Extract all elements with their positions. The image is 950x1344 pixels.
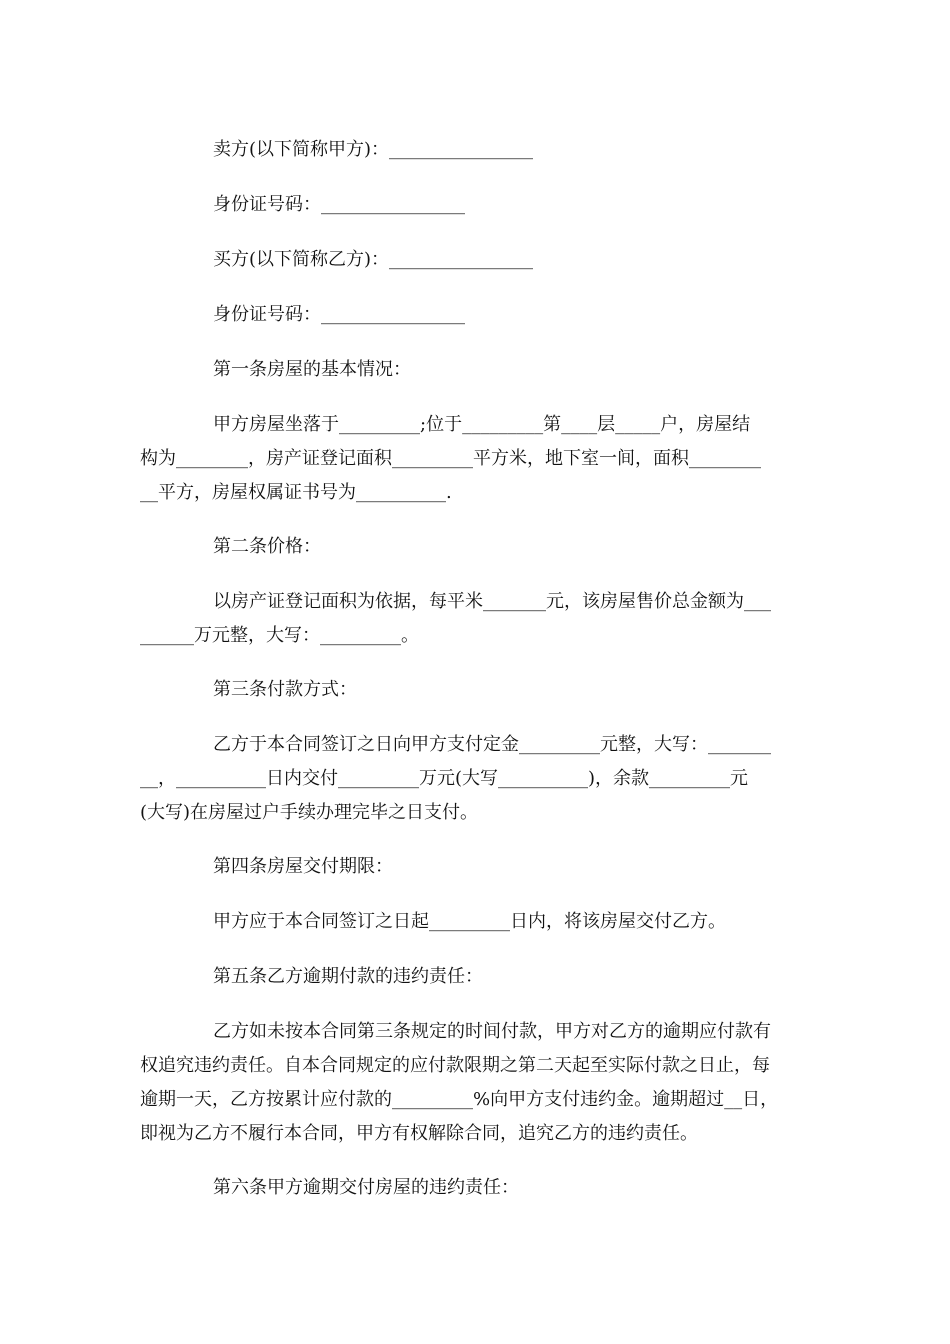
article-5-heading: 第五条乙方逾期付款的违约责任：	[213, 966, 483, 987]
seller-line: 卖方(以下简称甲方)：________________	[213, 139, 534, 160]
article-3-text-line-2: __，__________日内交付_________万元(大写__________)，余款_________元	[140, 768, 749, 789]
buyer-id-line: 身份证号码：________________	[213, 304, 465, 325]
buyer-line: 买方(以下简称乙方)：________________	[213, 249, 534, 270]
article-2-heading: 第二条价格：	[213, 536, 321, 557]
seller-id-line: 身份证号码：________________	[213, 194, 465, 215]
article-6-heading: 第六条甲方逾期交付房屋的违约责任：	[213, 1177, 519, 1198]
article-1-text-line-2: 构为________，房产证登记面积_________平方米，地下室一间，面积________	[140, 448, 761, 469]
article-5-text-line-1: 乙方如未按本合同第三条规定的时间付款，甲方对乙方的逾期应付款有	[213, 1021, 771, 1042]
article-5-text-line-4: 即视为乙方不履行本合同，甲方有权解除合同，追究乙方的违约责任。	[140, 1123, 698, 1144]
article-1-text-line-1: 甲方房屋坐落于_________;位于_________第____层_____户，房屋结	[213, 414, 751, 435]
article-5-text-line-3: 逾期一天，乙方按累计应付款的_________%向甲方支付违约金。逾期超过__日，	[140, 1089, 779, 1110]
article-4-heading: 第四条房屋交付期限：	[213, 856, 393, 877]
article-1-heading: 第一条房屋的基本情况：	[213, 359, 411, 380]
article-3-text-line-3: (大写)在房屋过户手续办理完毕之日支付。	[140, 802, 479, 823]
article-3-heading: 第三条付款方式：	[213, 679, 357, 700]
article-2-text-line-1: 以房产证登记面积为依据，每平米_______元，该房屋售价总金额为___	[213, 591, 771, 612]
article-2-text-line-2: ______万元整，大写：_________。	[140, 625, 419, 646]
article-5-text-line-2: 权追究违约责任。自本合同规定的应付款限期之第二天起至实际付款之日止，每	[140, 1055, 770, 1076]
article-1-text-line-3: __平方，房屋权属证书号为__________.	[140, 482, 452, 503]
article-4-text-line-1: 甲方应于本合同签订之日起_________日内，将该房屋交付乙方。	[213, 911, 726, 932]
article-3-text-line-1: 乙方于本合同签订之日向甲方支付定金_________元整，大写：_______	[213, 734, 771, 755]
